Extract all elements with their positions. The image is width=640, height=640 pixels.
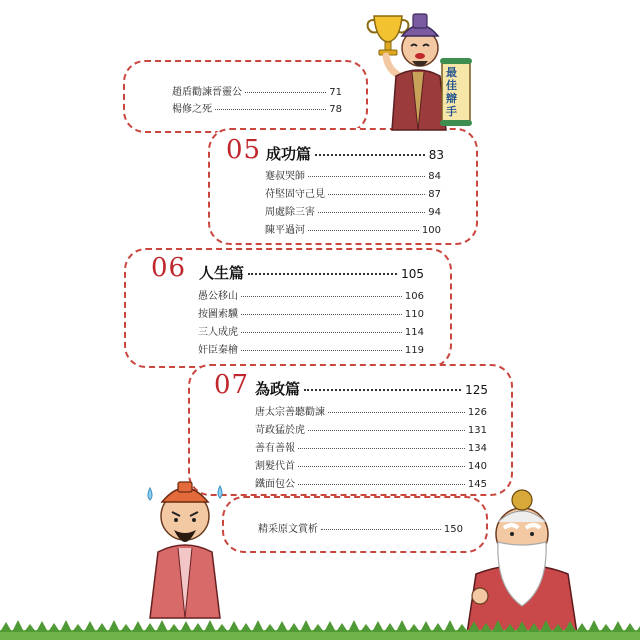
toc-entry[interactable] bbox=[265, 203, 441, 218]
trophy-man-illustration bbox=[366, 6, 476, 136]
section-page: 125 bbox=[465, 383, 488, 397]
scroll-text: 最佳辯手 bbox=[446, 66, 457, 118]
section-title: 為政篇 bbox=[255, 380, 301, 398]
section-heading[interactable] bbox=[266, 143, 444, 164]
leader-dots bbox=[245, 92, 326, 93]
section-number: 05 bbox=[226, 135, 262, 165]
toc-entry-page: 119 bbox=[404, 345, 424, 356]
toc-entry-label: 陳平過河 bbox=[265, 225, 305, 236]
toc-entry-page: 106 bbox=[404, 291, 424, 302]
toc-entry-label: 善有善報 bbox=[255, 443, 295, 454]
section-page: 83 bbox=[428, 148, 444, 162]
toc-entry-label: 愚公移山 bbox=[198, 291, 238, 302]
toc-entry[interactable] bbox=[265, 167, 441, 182]
toc-entry-page: 84 bbox=[428, 171, 441, 182]
toc-entry-page: 126 bbox=[467, 407, 487, 418]
toc-entry[interactable] bbox=[198, 287, 424, 302]
toc-entry[interactable] bbox=[258, 520, 463, 535]
leader-dots bbox=[298, 448, 465, 449]
toc-entry-label: 苻堅固守己見 bbox=[265, 189, 325, 200]
old-sage-illustration bbox=[462, 478, 582, 640]
toc-entry-label: 苛政猛於虎 bbox=[255, 425, 305, 436]
sweating-man-illustration bbox=[140, 468, 230, 628]
toc-entry[interactable] bbox=[198, 323, 424, 338]
toc-entry-page: 110 bbox=[404, 309, 424, 320]
toc-entry[interactable] bbox=[255, 439, 487, 454]
section-heading[interactable] bbox=[255, 378, 488, 399]
toc-entry-page: 114 bbox=[404, 327, 424, 338]
toc-entry[interactable] bbox=[198, 305, 424, 320]
toc-entry[interactable] bbox=[255, 475, 487, 490]
toc-entry-page: 145 bbox=[467, 479, 487, 490]
leader-dots bbox=[248, 273, 397, 275]
section-number: 07 bbox=[214, 370, 250, 400]
leader-dots bbox=[304, 389, 461, 391]
toc-entry-page: 87 bbox=[428, 189, 441, 200]
section-page: 105 bbox=[401, 267, 424, 281]
toc-entry[interactable] bbox=[255, 403, 487, 418]
leader-dots bbox=[215, 109, 326, 110]
leader-dots bbox=[308, 176, 425, 177]
leader-dots bbox=[241, 350, 402, 351]
section-title: 成功篇 bbox=[266, 145, 312, 163]
toc-entry-page: 131 bbox=[467, 425, 487, 436]
leader-dots bbox=[241, 332, 402, 333]
grass-decoration bbox=[0, 618, 640, 640]
toc-entry-label: 精采原文賞析 bbox=[258, 524, 318, 535]
toc-entry-label: 按圖索驥 bbox=[198, 309, 238, 320]
leader-dots bbox=[315, 154, 425, 156]
section-title: 人生篇 bbox=[199, 264, 245, 282]
leader-dots bbox=[241, 296, 402, 297]
toc-entry[interactable] bbox=[265, 221, 441, 236]
leader-dots bbox=[308, 230, 419, 231]
toc-entry-label: 割髮代首 bbox=[255, 461, 295, 472]
toc-entry[interactable] bbox=[255, 457, 487, 472]
toc-entry-page: 78 bbox=[329, 104, 342, 115]
toc-entry[interactable] bbox=[172, 100, 342, 115]
toc-entry-label: 奸臣秦檜 bbox=[198, 345, 238, 356]
leader-dots bbox=[308, 430, 465, 431]
toc-entry[interactable] bbox=[265, 185, 441, 200]
toc-entry-page: 100 bbox=[421, 225, 441, 236]
toc-entry-label: 三人成虎 bbox=[198, 327, 238, 338]
toc-entry-page: 150 bbox=[443, 524, 463, 535]
leader-dots bbox=[298, 484, 465, 485]
leader-dots bbox=[328, 412, 465, 413]
toc-entry[interactable] bbox=[172, 83, 342, 98]
section-heading[interactable] bbox=[199, 262, 424, 283]
leader-dots bbox=[318, 212, 425, 213]
section-number: 06 bbox=[151, 253, 187, 283]
leader-dots bbox=[298, 466, 465, 467]
toc-entry-label: 楊修之死 bbox=[172, 104, 212, 115]
leader-dots bbox=[321, 529, 441, 530]
toc-entry-label: 唐太宗善聽勸諫 bbox=[255, 407, 325, 418]
toc-entry-label: 蹇叔哭師 bbox=[265, 171, 305, 182]
toc-entry-page: 140 bbox=[467, 461, 487, 472]
toc-entry[interactable] bbox=[198, 341, 424, 356]
leader-dots bbox=[241, 314, 402, 315]
toc-entry-label: 鐵面包公 bbox=[255, 479, 295, 490]
toc-entry-label: 周處除三害 bbox=[265, 207, 315, 218]
toc-entry-page: 134 bbox=[467, 443, 487, 454]
toc-entry-page: 94 bbox=[428, 207, 441, 218]
toc-entry-label: 趙盾勸諫晉靈公 bbox=[172, 87, 242, 98]
leader-dots bbox=[328, 194, 425, 195]
toc-entry[interactable] bbox=[255, 421, 487, 436]
toc-entry-page: 71 bbox=[329, 87, 342, 98]
